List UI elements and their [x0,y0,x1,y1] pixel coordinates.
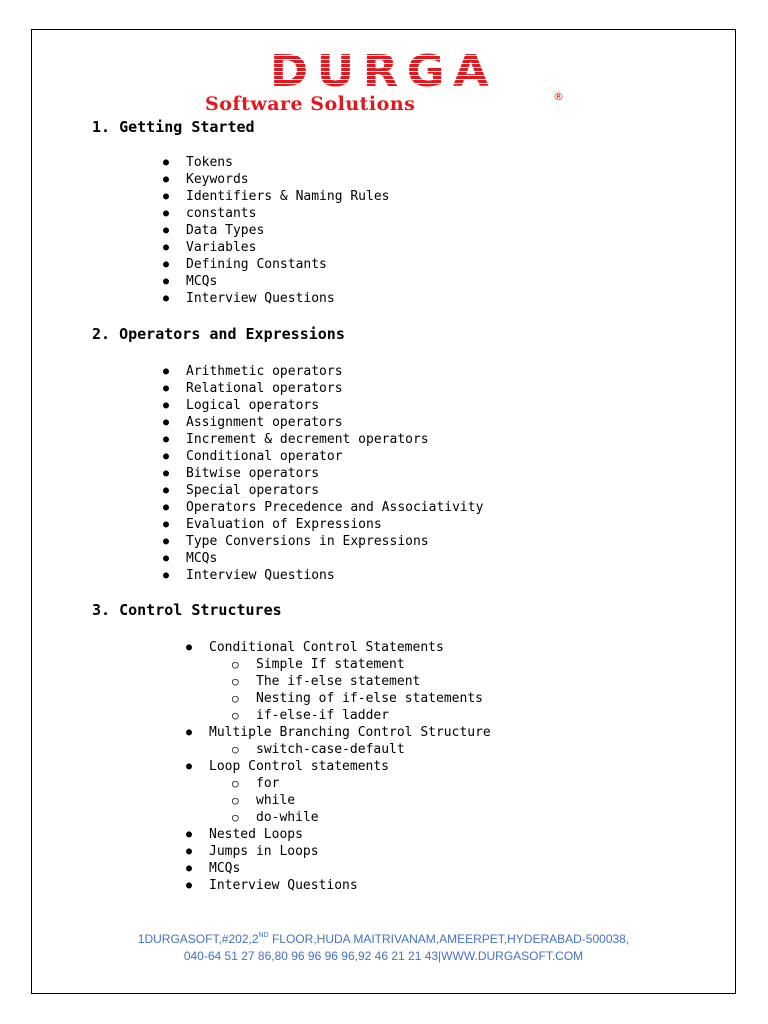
list-item: ● Logical operators [163,398,320,413]
list-item: ● Interview Questions [163,291,335,306]
footer-address-line: 1DURGASOFT,#202,2ND FLOOR,HUDA MAITRIVANAM,AMEERPET,HYDERABAD-500038, [137,932,630,946]
list-item: ● Assignment operators [163,415,343,430]
footer-address [32,931,735,965]
bullet-icon: ● [186,863,193,874]
list-item: ● Variables [163,240,257,255]
bullet-icon: ● [186,761,193,772]
list-item: ● Keywords [163,172,249,187]
bullet-icon: ● [163,502,170,513]
list-item: ● Type Conversions in Expressions [163,534,429,549]
bullet-icon: ● [163,468,170,479]
list-item: ● Identifiers & Naming Rules [163,189,390,204]
durga-logo [205,46,565,120]
bullet-icon: ● [163,434,170,445]
bullet-icon: ● [163,400,170,411]
sub-list-item: ○ switch-case-default [232,742,405,757]
list-item: ● Conditional Control Statements [186,640,444,655]
list-item: ● constants [163,206,257,221]
list-item: ● Multiple Branching Control Structure [186,725,491,740]
bullet-icon: ● [163,536,170,547]
bullet-icon: ● [163,276,170,287]
circle-bullet-icon: ○ [232,675,239,688]
bullet-icon: ● [186,880,193,891]
registered-mark: ® [553,90,564,103]
list-item: ● MCQs [163,551,218,566]
bullet-icon: ● [163,293,170,304]
list-item: ● Jumps in Loops [186,844,319,859]
bullet-icon: ● [163,225,170,236]
document-page [31,29,736,994]
bullet-icon: ● [163,417,170,428]
section-heading-control-structures: 3. Control Structures [92,601,282,619]
bullet-icon: ● [163,174,170,185]
list-item: ● Data Types [163,223,265,238]
list-item: ● Relational operators [163,381,343,396]
sub-list-item: ○ while [232,793,296,808]
bullet-icon: ● [163,553,170,564]
list-item: ● Conditional operator [163,449,343,464]
circle-bullet-icon: ○ [232,692,239,705]
section-heading-operators: 2. Operators and Expressions [92,325,345,343]
footer-contact-line: 040-64 51 27 86,80 96 96 96 96,92 46 21 21 43|WWW.DURGASOFT.COM [183,949,584,963]
logo-subtitle: Software Solutions [205,93,416,115]
list-getting-started [163,154,390,307]
list-item: ● MCQs [186,861,241,876]
sub-list-item: ○ The if-else statement [232,674,421,689]
bullet-icon: ● [163,519,170,530]
logo-title: DURGA [205,52,562,92]
bullet-icon: ● [163,242,170,253]
circle-bullet-icon: ○ [232,658,239,671]
circle-bullet-icon: ○ [232,777,239,790]
bullet-icon: ● [186,829,193,840]
circle-bullet-icon: ○ [232,794,239,807]
bullet-icon: ● [186,727,193,738]
list-control-structures [186,639,491,894]
list-item: ● Evaluation of Expressions [163,517,382,532]
list-item: ● Interview Questions [186,878,358,893]
bullet-icon: ● [186,846,193,857]
circle-bullet-icon: ○ [232,709,239,722]
circle-bullet-icon: ○ [232,811,239,824]
list-operators [163,363,484,584]
list-item: ● Loop Control statements [186,759,390,774]
bullet-icon: ● [163,259,170,270]
bullet-icon: ● [163,208,170,219]
circle-bullet-icon: ○ [232,743,239,756]
list-item: ● Nested Loops [186,827,303,842]
list-item: ● MCQs [163,274,218,289]
sub-list-item: ○ Simple If statement [232,657,405,672]
sub-list-item: ○ Nesting of if-else statements [232,691,483,706]
list-item: ● Bitwise operators [163,466,320,481]
list-item: ● Special operators [163,483,320,498]
bullet-icon: ● [163,157,170,168]
section-heading-getting-started: 1. Getting Started [92,118,255,136]
bullet-icon: ● [186,642,193,653]
bullet-icon: ● [163,570,170,581]
bullet-icon: ● [163,191,170,202]
list-item: ● Arithmetic operators [163,364,343,379]
list-item: ● Tokens [163,155,233,170]
bullet-icon: ● [163,383,170,394]
list-item: ● Interview Questions [163,568,335,583]
bullet-icon: ● [163,451,170,462]
bullet-icon: ● [163,485,170,496]
sub-list-item: ○ if-else-if ladder [232,708,390,723]
bullet-icon: ● [163,366,170,377]
sub-list-item: ○ for [232,776,280,791]
list-item: ● Increment & decrement operators [163,432,429,447]
list-item: ● Operators Precedence and Associativity [163,500,484,515]
sub-list-item: ○ do-while [232,810,319,825]
list-item: ● Defining Constants [163,257,327,272]
